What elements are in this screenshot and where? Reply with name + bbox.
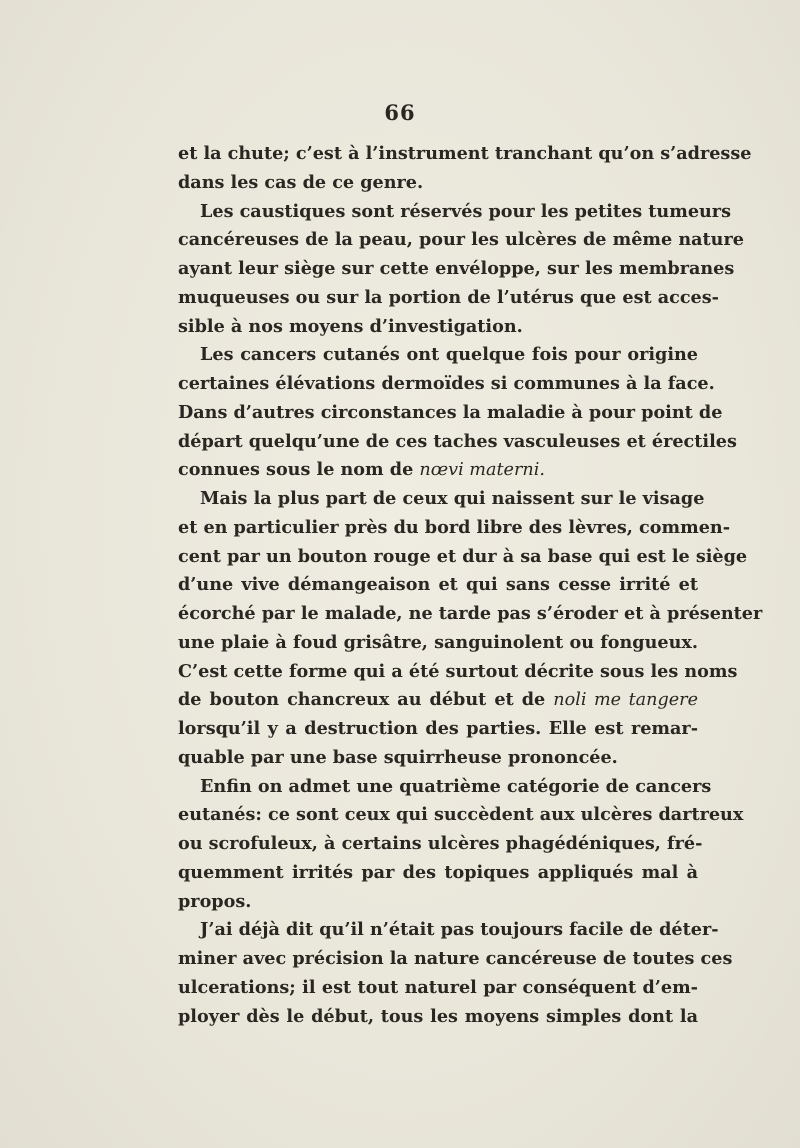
text-line-content: propos.: [178, 890, 252, 912]
text-line-content: Dans d’autres circonstances la maladie à pour point de: [178, 401, 723, 423]
text-line-content: Les cancers cutanés ont quelque fois pour origine: [200, 344, 698, 366]
text-line-content: quable par une base squirrheuse prononcée.: [178, 746, 618, 768]
text-line: [178, 428, 737, 457]
text-line-content: départ quelqu’une de ces taches vasculeuses et érectiles: [178, 430, 737, 452]
text-line: [178, 284, 719, 313]
text-line-content: et en particulier près du bord libre des lèvres, commen-: [178, 516, 731, 538]
text-line: [178, 313, 698, 342]
text-line: [178, 715, 698, 744]
text-line-content: certaines élévations dermoïdes si communes à la face.: [178, 373, 715, 394]
text-line-content: et la chute; c’est à l’instrument tranchant qu’on s’adresse: [178, 143, 752, 164]
text-line-content: Les caustiques sont réservés pour les petites tumeurs: [200, 200, 731, 222]
text-line: [178, 744, 698, 773]
text-line-content: ou scrofuleux, à certains ulcères phagédéniques, fré-: [178, 833, 703, 854]
italic-term: nœvi materni.: [419, 460, 545, 481]
text-line-content: d’une vive démangeaison et qui sans cesse irrité et: [178, 574, 698, 596]
text-line: [178, 198, 731, 227]
text-line-content: cancéreuses de la peau, pour les ulcères de même nature: [178, 229, 744, 251]
text-line: [178, 916, 719, 945]
text-line: [178, 456, 698, 485]
italic-term: noli me tangere: [553, 690, 698, 711]
text-line: [178, 514, 731, 543]
text-line-content: muqueuses ou sur la portion de l’utérus que est acces-: [178, 286, 719, 308]
text-line: [178, 801, 744, 830]
text-line-content: J’ai déjà dit qu’il n’était pas toujours facile de déter-: [200, 919, 719, 941]
text-line-content: C’est cette forme qui a été surtout décrite sous les noms: [178, 660, 738, 682]
text-line: [178, 945, 733, 974]
text-line-content: dans les cas de ce genre.: [178, 171, 424, 193]
text-line: [178, 169, 698, 198]
text-line-content: cent par un bouton rouge et dur à sa base qui est le siège: [178, 545, 748, 567]
text-line-content: ulcerations; il est tout naturel par conséquent d’em-: [178, 976, 698, 998]
text-line-content: de bouton chancreux au début et de: [178, 689, 554, 711]
text-line-content: miner avec précision la nature cancéreuse de toutes ces: [178, 948, 733, 969]
text-line: [178, 370, 715, 399]
text-line: [178, 686, 698, 715]
text-line: [178, 629, 698, 658]
text-line: [178, 571, 698, 600]
text-line: [178, 399, 723, 428]
text-line-content: Enfin on admet une quatrième catégorie de cancers: [200, 775, 712, 797]
text-line: [178, 830, 703, 859]
text-line: [178, 600, 763, 629]
text-line: [178, 226, 744, 255]
text-line-content: eutanés: ce sont ceux qui succèdent aux ulcères dartreux: [178, 804, 744, 826]
text-line: [178, 859, 698, 888]
text-line: [178, 1003, 698, 1032]
text-line: [178, 485, 705, 514]
text-line-content: Mais la plus part de ceux qui naissent sur le visage: [200, 488, 705, 509]
text-line-content: quemment irrités par des topiques appliqués mal à: [178, 861, 698, 883]
text-line-content: une plaie à foud grisâtre, sanguinolent ou fongueux.: [178, 631, 698, 653]
text-line: [178, 341, 698, 370]
text-line: [178, 658, 738, 687]
text-line-content: écorché par le malade, ne tarde pas s’éroder et à présenter: [178, 603, 763, 624]
text-line-content: lorsqu’il y a destruction des parties. Elle est remar-: [178, 718, 698, 739]
text-line: [178, 543, 748, 572]
body-text: [178, 140, 763, 1031]
text-line-content: sible à nos moyens d’investigation.: [178, 315, 523, 337]
text-line: [178, 888, 698, 917]
page-number: 66: [384, 100, 416, 125]
text-line: [178, 255, 735, 284]
text-line: [178, 140, 752, 169]
text-line-content: ployer dès le début, tous les moyens simples dont la: [178, 1005, 698, 1027]
text-line-content: connues sous le nom de: [178, 459, 420, 481]
text-line: [178, 974, 698, 1003]
text-line-content: ayant leur siège sur cette envéloppe, sur les membranes: [178, 258, 735, 279]
text-line: [178, 773, 712, 802]
